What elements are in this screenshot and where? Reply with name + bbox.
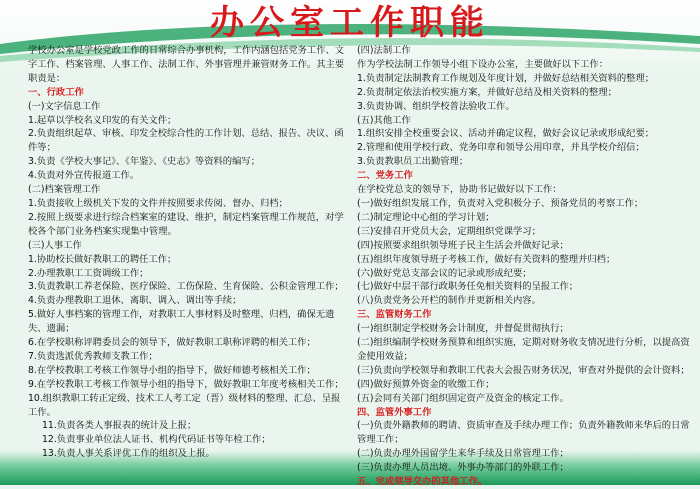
paragraph: 3.负责教职工养老保险、医疗保险、工伤保险、生育保险、公积金管理工作； xyxy=(28,281,344,293)
paragraph: 3.负责《学校大事记》、《年鉴》、《史志》等资料的编写； xyxy=(28,156,260,168)
section-heading: 五、完成领导交办的其他工作。 xyxy=(357,476,488,488)
page-title: 办公室工作职能 xyxy=(210,3,490,43)
paragraph: 13.负责人事关系评优工作的组织及上报。 xyxy=(42,448,215,460)
paragraph: (四)按照要求组织领导班子民主生活会并做好记录； xyxy=(357,239,569,251)
paragraph: (五)其他工作 xyxy=(357,114,411,126)
paragraph: 9.在学校教职工考核工作领导小组的指导下，做好教职工年度考核相关工作； xyxy=(28,378,344,390)
paragraph: (五)组织年度领导班子考核工作，做好有关资料的整理并归档； xyxy=(357,253,616,265)
paragraph: 学校办公室是学校党政工作的日常综合办事机构，工作内涵包括党务工作、文字工作、档案管理、人事工作、法制工作、外事管理并兼管财务工作。其主要职责是： xyxy=(28,45,345,84)
paragraph: 6.在学校职称评聘委员会的领导下，做好教职工职称评聘的相关工作； xyxy=(28,337,316,349)
paragraph: (六)做好党总支部会议的记录或形成纪要； xyxy=(357,267,532,279)
paragraph: 1.起草以学校名义印发的有关文件； xyxy=(28,114,177,126)
section-heading: 四、监管外事工作 xyxy=(357,406,432,418)
paragraph: 1.负责接收上级机关下发的文件并按照要求传阅、督办、归档； xyxy=(28,197,288,209)
paragraph: (三)安排召开党员大会，定期组织党课学习； xyxy=(357,225,541,237)
paragraph: 7.负责选派优秀教师支教工作； xyxy=(28,350,158,362)
paragraph: (四)做好预算外资金的收缴工作； xyxy=(357,378,495,390)
paragraph: 12.负责事业单位法人证书、机构代码证书等年检工作； xyxy=(42,434,271,446)
paragraph: 5.做好人事档案的管理工作，对教职工人事材料及时整理、归档，确保无遗失、遗漏； xyxy=(28,309,335,335)
section-heading: 二、党务工作 xyxy=(357,170,413,182)
paragraph: (一)负责外籍教师的聘请、资质审查及手续办理工作；负责外籍教师来华后的日常管理工作； xyxy=(357,420,690,446)
paragraph: (三)负责办理人员出境、外事办等部门的外联工作； xyxy=(357,462,569,474)
paragraph: 1.负责制定法制教育工作规划及年度计划，并做好总结相关资料的整理； xyxy=(357,72,655,84)
paragraph: 8.在学校教职工考核工作领导小组的指导下，做好师德考核相关工作； xyxy=(28,364,316,376)
paragraph: 4.负责对外宣传报道工作。 xyxy=(28,170,140,182)
paragraph: 2.负责制定依法治校实施方案，并做好总结及相关资料的整理； xyxy=(357,86,617,98)
paragraph: 在学校党总支的领导下，协助书记做好以下工作： xyxy=(357,184,562,196)
left-column xyxy=(6,44,348,461)
paragraph: 2.按照上级要求进行综合档案室的建设、维护，制定档案管理工作规范，对学校各个部门业务档案实现集中管理。 xyxy=(28,211,344,237)
paragraph: (四)法制工作 xyxy=(357,45,411,56)
section-heading: 三、监管财务工作 xyxy=(357,309,432,321)
paragraph: (二)负责办理外国留学生来华手续及日常管理工作； xyxy=(357,448,569,460)
paragraph: 1.协助校长做好教职工的聘任工作； xyxy=(28,253,177,265)
right-column xyxy=(357,44,695,489)
paragraph: 2.管理和使用学校行政、党务印章和领导公用印章，并具学校介绍信； xyxy=(357,142,645,154)
paragraph: 10.组织教职工转正定级、技术工人考工定（晋）级材料的整理、汇总、呈报工作。 xyxy=(28,392,341,418)
paragraph: 11.负责各类人事报表的统计及上报； xyxy=(42,420,197,432)
paragraph: 3.负责协调、组织学校普法验收工作。 xyxy=(357,100,515,112)
section-heading: 一、行政工作 xyxy=(28,86,84,98)
paragraph: 2.负责组织起草、审核、印发全校综合性的工作计划、总结、报告、决议、函件等； xyxy=(28,128,344,154)
paragraph: (一)文字信息工作 xyxy=(28,100,101,112)
paragraph: (五)会同有关部门组织固定资产及资金的核定工作。 xyxy=(357,392,569,404)
paragraph: (二)档案管理工作 xyxy=(28,184,101,196)
paragraph: 1.组织安排全校重要会议、活动并确定议程，做好会议记录或形成纪要； xyxy=(357,128,655,140)
paragraph: 2.办理教职工工资调级工作； xyxy=(28,267,149,279)
paragraph: (一)做好组织发展工作，负责对入党积极分子、预备党员的考察工作； xyxy=(357,197,644,209)
paragraph: 作为学校法制工作领导小组下设办公室，主要做好以下工作： xyxy=(357,58,609,70)
paragraph: (二)制定理论中心组的学习计划； xyxy=(357,211,495,223)
paragraph: (八)负责党务公开栏的制作并更新相关内容。 xyxy=(357,295,541,307)
paragraph: 4.负责办理教职工退休、离职、调入、调出等手续； xyxy=(28,295,242,307)
paragraph: (三)人事工作 xyxy=(28,239,82,251)
paragraph: (七)做好中层干部行政职务任免相关资料的呈报工作； xyxy=(357,281,579,293)
paragraph: 3.负责教职员工出勤管理； xyxy=(357,156,469,168)
paragraph: (二)组织编制学校财务预算和组织实施，定期对财务收支情况进行分析，以提高资金使用效益； xyxy=(357,337,690,362)
paragraph: (一)组织制定学校财务会计制度，并督促贯彻执行； xyxy=(357,323,569,335)
paragraph: (三)负责向学校领导和教职工代表大会报告财务状况，审查对外提供的会计资料； xyxy=(357,364,690,376)
